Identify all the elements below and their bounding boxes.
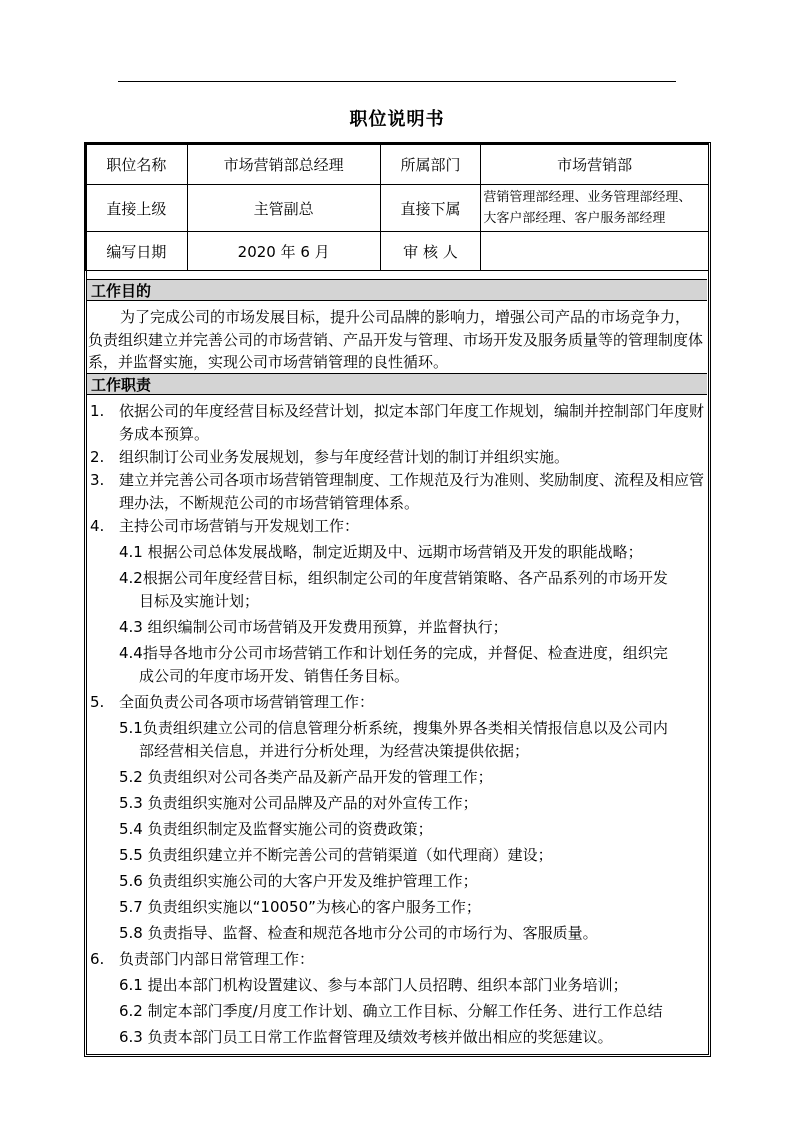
sub-item-line: 目标及实施计划；: [139, 592, 260, 610]
list-item: [90, 948, 706, 971]
sub-item-line: 5.5 负责组织建立并不断完善公司的营销渠道（如代理商）建设；: [119, 846, 553, 864]
item-text: 负责部门内部日常管理工作：: [119, 950, 315, 968]
list-item: [90, 691, 706, 714]
item-number: 3.: [90, 471, 105, 489]
subordinate-label: 直接下属: [380, 185, 481, 232]
sub-item-line: 部经营相关信息，并进行分析处理，为经营决策提供依据；: [139, 742, 530, 760]
sub-item: [119, 642, 706, 688]
sub-item: [119, 1026, 706, 1049]
sub-item-line: 5.8 负责指导、监督、检查和规范各地市分公司的市场行为、客服质量。: [119, 924, 598, 942]
sub-item-line: 5.1负责组织建立公司的信息管理分析系统，搜集外界各类相关情报信息以及公司内: [119, 719, 668, 737]
sub-item: [119, 896, 706, 919]
table-row: [86, 185, 709, 232]
reviewer-value: [481, 232, 709, 271]
list-item: [90, 515, 706, 538]
sub-item: [119, 1000, 706, 1023]
sub-item-line: 5.2 负责组织对公司各类产品及新产品开发的管理工作；: [119, 768, 493, 786]
sub-item-line: 5.7 负责组织实施以“10050”为核心的客户服务工作；: [119, 898, 481, 916]
sub-item: [119, 922, 706, 945]
sub-item-line: 6.2 制定本部门季度/月度工作计划、确立工作目标、分解工作任务、进行工作总结: [119, 1002, 663, 1020]
sub-item-line: 6.1 提出本部门机构设置建议、参与本部门人员招聘、组织本部门业务培训；: [119, 976, 628, 994]
item-number: 5.: [90, 693, 105, 711]
item-text: 组织制订公司业务发展规划，参与年度经营计划的制订并组织实施。: [119, 448, 570, 466]
duties-list: [90, 400, 706, 1052]
item-text: 依据公司的年度经营目标及经营计划，拟定本部门年度工作规划，编制并控制部门年度财务成本预算。: [119, 402, 705, 443]
item-text: 主持公司市场营销与开发规划工作：: [119, 517, 360, 535]
document-title: 职位说明书: [349, 109, 445, 130]
item-text: 建立并完善公司各项市场营销管理制度、工作规范及行为准则、奖励制度、流程及相应管理办法，不断规范公司的市场营销管理体系。: [119, 471, 705, 512]
sub-item-line: 4.3 组织编制公司市场营销及开发费用预算，并监督执行；: [119, 618, 508, 636]
sub-item-line: 4.2根据公司年度经营目标，组织制定公司的年度营销策略、各产品系列的市场开发: [119, 569, 668, 587]
purpose-text: 为了完成公司的市场发展目标，提升公司品牌的影响力，增强公司产品的市场竞争力，负责组织建立并完善公司的市场营销、产品开发与管理、市场开发及服务质量等的管理制度体系，并监督实施，实现公司市场营销管理的良性循环。: [88, 308, 704, 371]
subordinate-value: [481, 185, 709, 232]
subordinate-line: 大客户部经理、客户服务部经理: [483, 211, 666, 226]
purpose-heading: 工作目的: [87, 279, 707, 301]
sub-item: [119, 541, 706, 564]
date-value: 2020 年 6 月: [187, 232, 380, 271]
position-name-label: 职位名称: [86, 144, 188, 185]
sub-item-line: 5.4 负责组织制定及监督实施公司的资费政策；: [119, 820, 433, 838]
duties-heading: 工作职责: [87, 373, 707, 395]
subordinate-line: 营销管理部经理、业务管理部经理、: [483, 190, 692, 205]
sub-item: [119, 870, 706, 893]
sub-item-line: 成公司的年度市场开发、销售任务目标。: [139, 667, 410, 685]
item-number: 4.: [90, 517, 105, 535]
sub-item-line: 6.3 负责本部门员工日常工作监督管理及绩效考核并做出相应的奖惩建议。: [119, 1028, 613, 1046]
date-label: 编写日期: [86, 232, 188, 271]
info-table: [85, 143, 709, 271]
sub-item-line: 5.6 负责组织实施公司的大客户开发及维护管理工作；: [119, 872, 478, 890]
sub-item-line: 4.1 根据公司总体发展战略，制定近期及中、远期市场营销及开发的职能战略；: [119, 543, 643, 561]
position-name-value: 市场营销部总经理: [187, 144, 380, 185]
sub-item: [119, 974, 706, 997]
sub-item: [119, 567, 706, 613]
list-item: [90, 400, 706, 446]
sub-item: [119, 792, 706, 815]
department-value: 市场营销部: [481, 144, 709, 185]
reviewer-label: 审 核 人: [380, 232, 481, 271]
table-row: [86, 144, 709, 185]
item-number: 1.: [90, 402, 105, 420]
header-rule: [118, 81, 676, 82]
sub-item: [119, 616, 706, 639]
list-item: [90, 469, 706, 515]
sub-item: [119, 818, 706, 841]
item-number: 6.: [90, 950, 105, 968]
list-item: [90, 446, 706, 469]
sub-item-line: 5.3 负责组织实施对公司品牌及产品的对外宣传工作；: [119, 794, 478, 812]
sub-item: [119, 844, 706, 867]
superior-value: 主管副总: [187, 185, 380, 232]
department-label: 所属部门: [380, 144, 481, 185]
superior-label: 直接上级: [86, 185, 188, 232]
item-number: 2.: [90, 448, 105, 466]
sub-item: [119, 717, 706, 763]
table-row: [86, 232, 709, 271]
item-text: 全面负责公司各项市场营销管理工作：: [119, 693, 375, 711]
sub-item-line: 4.4指导各地市分公司市场营销工作和计划任务的完成，并督促、检查进度，组织完: [119, 644, 668, 662]
sub-item: [119, 766, 706, 789]
